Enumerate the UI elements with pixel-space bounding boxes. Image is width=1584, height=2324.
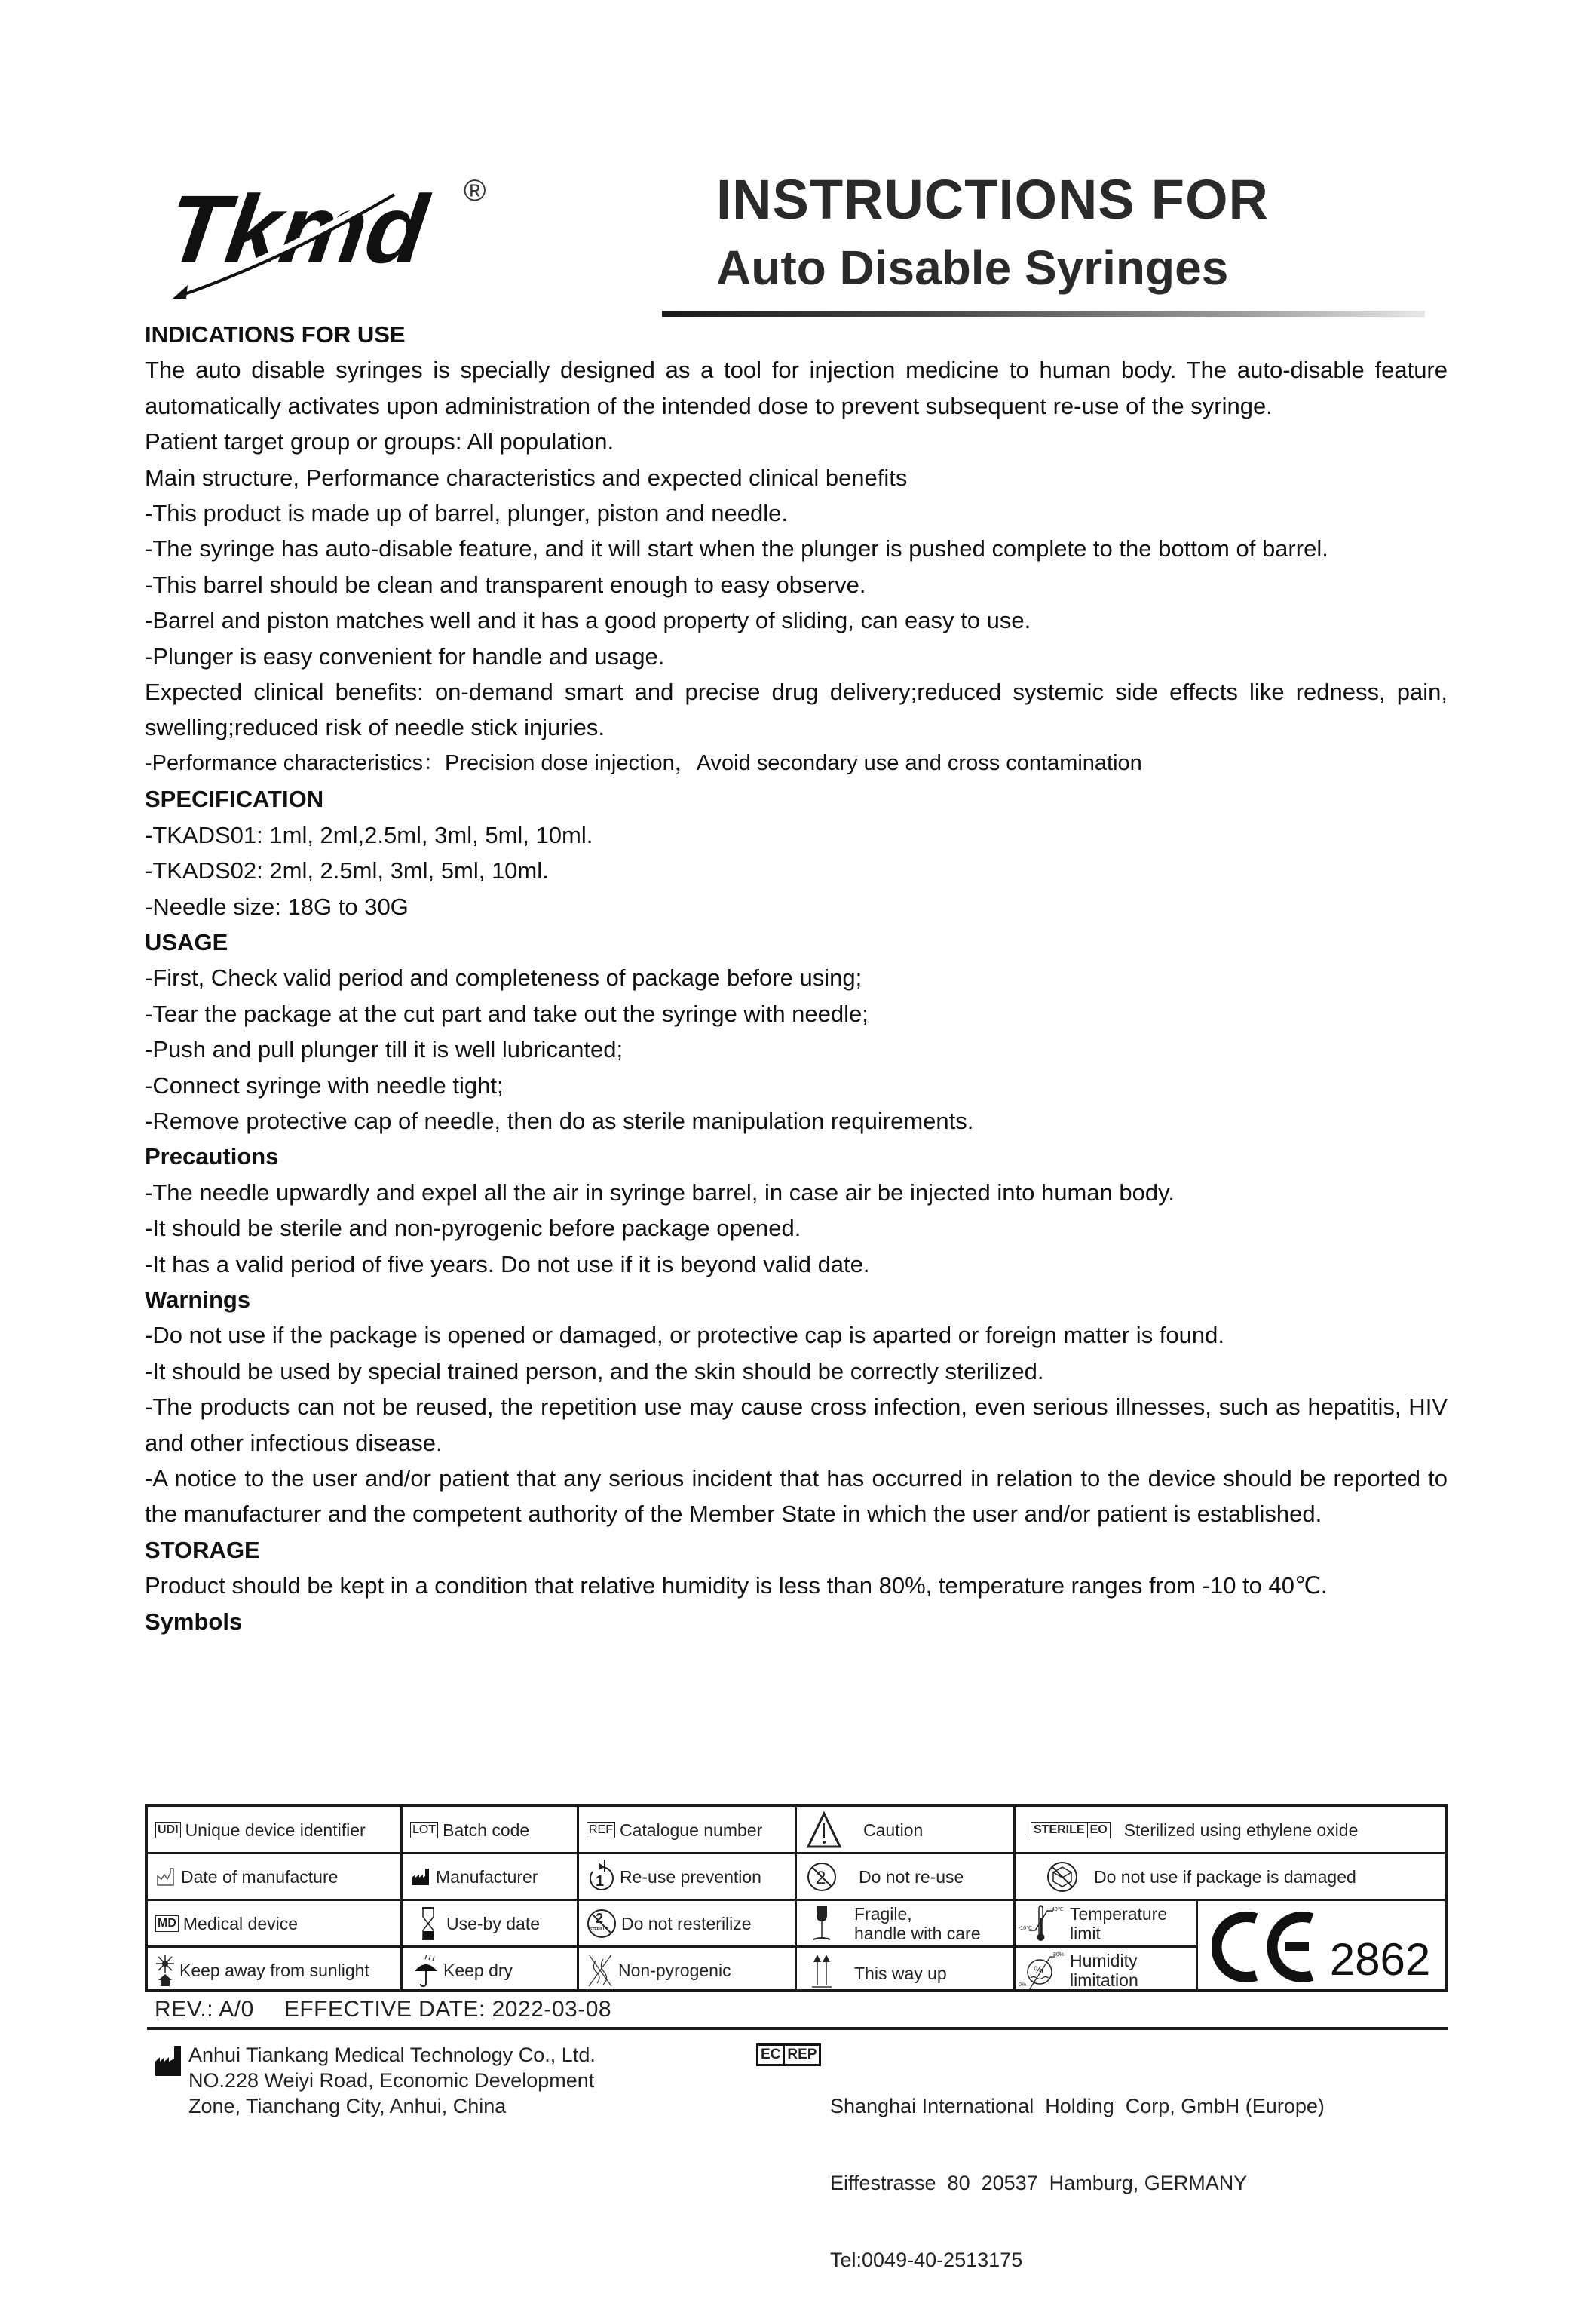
caution-triangle-icon	[806, 1811, 842, 1849]
heading-warnings: Warnings	[145, 1286, 251, 1313]
list-item: -It has a valid period of five years. Do not use if it is beyond valid date.	[145, 1250, 870, 1277]
effective-date: EFFECTIVE DATE: 2022-03-08	[283, 1997, 612, 2022]
symbol-medical-device	[148, 1901, 403, 1948]
symbol-label: Humidity limitation	[1070, 1950, 1138, 1990]
do-not-reuse-icon	[806, 1861, 838, 1893]
symbol-label: Batch code	[443, 1820, 530, 1840]
ec-representative	[756, 2042, 1325, 2324]
list-item: -It should be used by special trained person, and the skin should be correctly sterilized.	[145, 1357, 1044, 1384]
umbrella-icon	[413, 1953, 439, 1988]
symbol-sterile-eo	[1016, 1807, 1445, 1854]
list-item: -This barrel should be clean and transparent enough to easy observe.	[145, 571, 866, 598]
medical-device-icon: MD	[155, 1915, 179, 1932]
manufacturer-name: Anhui Tiankang Medical Technology Co., Ltd.	[188, 2043, 596, 2066]
list-item: -The syringe has auto-disable feature, and it will start when the plunger is pushed complete to the bottom of barrel.	[145, 535, 1328, 563]
symbol-label: Caution	[863, 1820, 924, 1840]
ref-icon: REF	[587, 1822, 615, 1838]
list-item: -Connect syringe with needle tight;	[145, 1072, 504, 1099]
indications-intro: The auto disable syringes is specially designed as a tool for injection medicine to human body. The auto-disable feature automatically activates upon administration of the intended dose to prevent subsequent re-use of the syringe.	[145, 357, 1448, 419]
symbol-label: Keep away from sunlight	[179, 1960, 369, 1980]
document-body	[145, 317, 1448, 1639]
symbol-keep-dry	[403, 1948, 579, 1992]
manufacturer-address-line: Zone, Tianchang City, Anhui, China	[188, 2095, 507, 2117]
list-item: -TKADS01: 1ml, 2ml,2.5ml, 3ml, 5ml, 10ml.	[145, 821, 593, 848]
symbol-keep-from-sunlight	[148, 1948, 403, 1992]
document-title	[663, 151, 1425, 324]
package-damaged-icon	[1046, 1860, 1079, 1893]
lot-icon: LOT	[410, 1822, 438, 1838]
list-item: -Needle size: 18G to 30G	[145, 893, 409, 920]
fragile-glass-icon	[810, 1905, 833, 1942]
ec-rep-address: Eiffestrasse 80 20537 Hamburg, GERMANY	[830, 2172, 1248, 2194]
list-item: -TKADS02: 2ml, 2.5ml, 3ml, 5ml, 10ml.	[145, 857, 549, 885]
svg-text:%: %	[1034, 1963, 1043, 1976]
symbol-use-by-date	[403, 1901, 579, 1948]
heading-indications: INDICATIONS FOR USE	[145, 321, 406, 348]
heading-specification: SPECIFICATION	[145, 786, 324, 813]
clinical-benefits: Expected clinical benefits: on-demand smart and precise drug delivery;reduced systemic side effects like redness, pain, swelling;reduced risk of needle stick injuries.	[145, 679, 1448, 741]
symbols-table	[145, 1804, 1448, 1992]
storage-text: Product should be kept in a condition that relative humidity is less than 80%, temperature ranges from -10 to 40℃.	[145, 1572, 1328, 1599]
symbol-fragile	[797, 1901, 1016, 1948]
ec-rep-icon: EC REP	[756, 2043, 821, 2066]
manufacturer-factory-icon	[410, 1867, 431, 1887]
symbol-udi	[148, 1807, 403, 1854]
list-item: -Tear the package at the cut part and take out the syringe with needle;	[145, 1000, 869, 1027]
footer-divider	[147, 2027, 1448, 2030]
symbol-label: Fragile, handle with care	[854, 1903, 981, 1943]
list-item: -Do not use if the package is opened or damaged, or protective cap is aparted or foreign matter is found.	[145, 1322, 1224, 1349]
logo-wordmark: Tkmd	[170, 176, 434, 284]
symbol-label: This way up	[854, 1963, 947, 1983]
date-of-manufacture-icon	[155, 1867, 176, 1887]
reuse-prevention-icon: 1	[587, 1858, 615, 1896]
list-item: -This product is made up of barrel, plunger, piston and needle.	[145, 500, 789, 527]
heading-usage: USAGE	[145, 928, 228, 955]
do-not-resterilize-icon: 2 STERILIZE	[587, 1907, 617, 1940]
notified-body-number: 2862	[1329, 1934, 1431, 1985]
list-item: -Remove protective cap of needle, then do as sterile manipulation requirements.	[145, 1107, 974, 1134]
symbol-label: Keep dry	[443, 1960, 513, 1980]
symbol-label: Date of manufacture	[181, 1866, 339, 1887]
tkmd-logo	[170, 166, 509, 309]
symbol-label: Do not re-use	[859, 1866, 964, 1887]
symbol-label: Do not resterilize	[621, 1913, 752, 1933]
symbol-this-way-up	[797, 1948, 1016, 1992]
symbol-date-of-manufacture	[148, 1854, 403, 1901]
title-line-1: INSTRUCTIONS FOR	[716, 168, 1269, 231]
revision: REV.: A/0	[155, 1997, 254, 2022]
manufacturer-factory-icon	[155, 2045, 182, 2083]
symbol-manufacturer	[403, 1854, 579, 1901]
patient-group: Patient target group or groups: All population.	[145, 428, 614, 455]
list-item: -It should be sterile and non-pyrogenic before package opened.	[145, 1215, 801, 1242]
list-item: -The needle upwardly and expel all the air in syringe barrel, in case air be injected into human body.	[145, 1179, 1175, 1206]
symbol-label: Manufacturer	[436, 1866, 538, 1887]
symbol-label: Use-by date	[446, 1913, 541, 1933]
list-item: -The products can not be reused, the repetition use may cause cross infection, even serious illnesses, such as hepatitis, HIV and other infectious disease.	[145, 1393, 1448, 1456]
heading-precautions: Precautions	[145, 1143, 279, 1170]
symbol-reuse-prevention	[579, 1854, 797, 1901]
performance-characteristics: -Performance characteristics：Precision dose injection，Avoid secondary use and cross contamination	[145, 750, 1142, 775]
symbol-caution	[797, 1807, 1016, 1854]
symbol-ref	[579, 1807, 797, 1854]
udi-icon: UDI	[155, 1822, 181, 1838]
symbol-do-not-resterilize	[579, 1901, 797, 1948]
symbol-do-not-reuse	[797, 1854, 1016, 1901]
manufacturer-address-line: NO.228 Weiyi Road, Economic Development	[188, 2069, 595, 2092]
ec-rep-phone: Tel:0049-40-2513175	[830, 2249, 1023, 2271]
registered-mark: ®	[464, 174, 486, 207]
list-item: -Push and pull plunger till it is well lubricanted;	[145, 1036, 623, 1063]
symbol-label: Do not use if package is damaged	[1094, 1866, 1356, 1887]
symbol-label: Unique device identifier	[185, 1820, 366, 1840]
title-line-2: Auto Disable Syringes	[716, 241, 1229, 295]
list-item: -Barrel and piston matches well and it has a good property of sliding, can easy to use.	[145, 607, 1031, 634]
ec-rep-name: Shanghai International Holding Corp, GmbH (Europe)	[830, 2095, 1325, 2117]
logo-graphic	[170, 166, 509, 309]
sunlight-icon	[152, 1953, 178, 1988]
revision-line	[155, 1997, 611, 2022]
list-item: -Plunger is easy convenient for handle and usage.	[145, 642, 665, 670]
ce-mark-icon	[1212, 1909, 1325, 1985]
symbol-package-damaged	[1016, 1854, 1445, 1901]
list-item: -First, Check valid period and completeness of package before using;	[145, 964, 862, 992]
humidity-limitation-icon: % 0% 80%	[1019, 1949, 1065, 1991]
ce-mark	[1198, 1901, 1445, 1992]
this-way-up-arrows-icon	[810, 1951, 833, 1989]
symbol-label: Re-use prevention	[620, 1866, 761, 1887]
non-pyrogenic-icon	[587, 1951, 614, 1989]
manufacturer-address	[155, 2042, 596, 2119]
structure-heading: Main structure, Performance characteristics and expected clinical benefits	[145, 464, 908, 491]
heading-storage: STORAGE	[145, 1536, 260, 1563]
symbol-lot	[403, 1807, 579, 1854]
svg-text:2: 2	[816, 1867, 826, 1888]
symbol-label: Catalogue number	[620, 1820, 763, 1840]
symbol-label: Sterilized using ethylene oxide	[1123, 1820, 1359, 1840]
list-item: -A notice to the user and/or patient that any serious incident that has occurred in relation to the device should be reported to the manufacturer and the competent authority of the Member State in which the user and/or patient is established.	[145, 1465, 1448, 1528]
symbol-non-pyrogenic	[579, 1948, 797, 1992]
sterile-eo-icon: STERILE EO	[1031, 1822, 1111, 1838]
temperature-limit-icon: -10℃ 40℃	[1019, 1903, 1065, 1944]
symbol-label: Temperature limit	[1070, 1903, 1168, 1943]
symbol-temperature-limit	[1016, 1901, 1198, 1948]
symbol-label: Medical device	[182, 1913, 299, 1933]
heading-symbols: Symbols	[145, 1608, 243, 1635]
symbol-label: Non-pyrogenic	[618, 1960, 731, 1980]
symbol-humidity-limitation	[1016, 1948, 1198, 1992]
hourglass-icon	[421, 1906, 436, 1941]
